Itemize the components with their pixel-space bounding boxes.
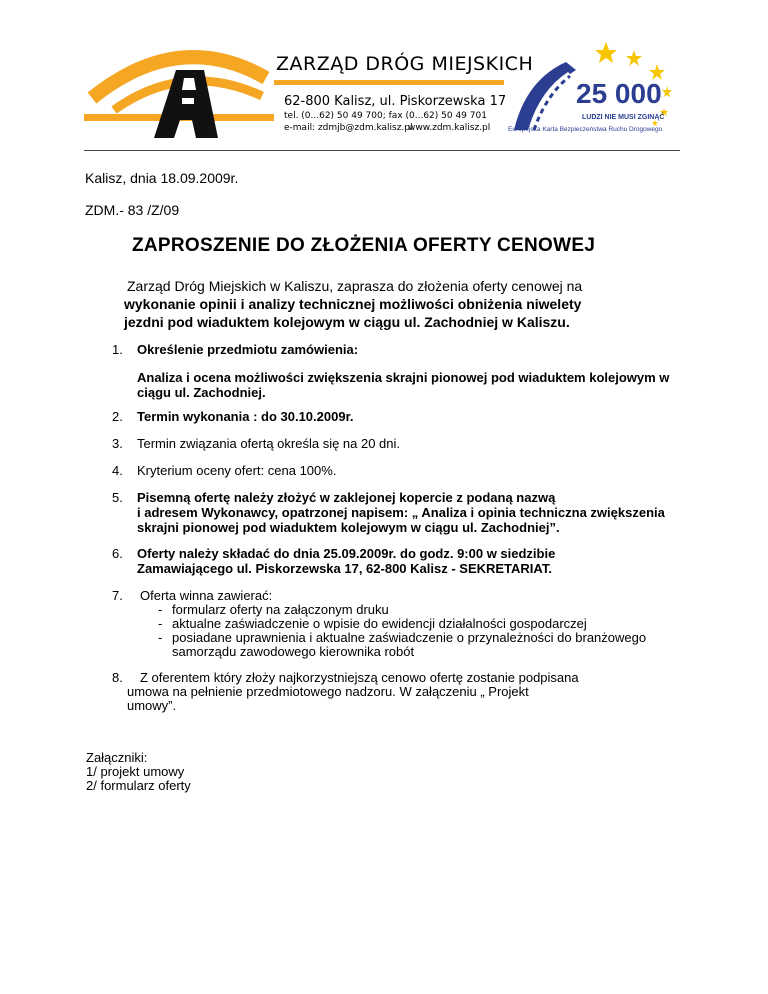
item-7-bullet-3b: samorządu zawodowego kierownika robót xyxy=(172,644,415,659)
item-4-text: Kryterium oceny ofert: cena 100%. xyxy=(137,463,337,478)
intro-line-1: Zarząd Dróg Miejskich w Kaliszu, zaprasza do złożenia oferty cenowej na xyxy=(127,278,583,294)
item-6-line-1: Oferty należy składać do dnia 25.09.2009r. do godz. 9:00 w siedzibie xyxy=(137,546,556,561)
item-7-bullet-1: formularz oferty na załączonym druku xyxy=(172,602,389,617)
item-1-number: 1. xyxy=(112,342,123,357)
org-phones: tel. (0...62) 50 49 700; fax (0...62) 50 49 701 xyxy=(284,111,487,121)
item-2-text: Termin wykonania : do 30.10.2009r. xyxy=(137,409,354,424)
item-3-number: 3. xyxy=(112,436,123,451)
item-1-body-1: Analiza i ocena możliwości zwiększenia skrajni pionowej pod wiaduktem kolejowym w xyxy=(137,370,670,385)
org-website: www.zdm.kalisz.pl xyxy=(408,123,491,133)
org-address: 62-800 Kalisz, ul. Piskorzewska 17 xyxy=(284,94,507,109)
badge-caption: Europejska Karta Bezpieczeństwa Ruchu Drogowego xyxy=(508,126,663,133)
header-divider xyxy=(84,150,680,151)
item-1-heading: Określenie przedmiotu zamówienia: xyxy=(137,342,359,357)
header-orange-rule xyxy=(274,80,504,85)
item-4-number: 4. xyxy=(112,463,123,478)
item-2-number: 2. xyxy=(112,409,123,424)
org-email: e-mail: zdmjb@zdm.kalisz.pl xyxy=(284,123,413,133)
intro-line-3: jezdni pod wiaduktem kolejowym w ciągu ul. Zachodniej w Kaliszu. xyxy=(124,314,570,330)
attachment-2: 2/ formularz oferty xyxy=(86,778,191,793)
item-5-number: 5. xyxy=(112,490,123,505)
item-7-bullet-3a: posiadane uprawnienia i aktualne zaświadczenie o przynależności do branżowego xyxy=(172,630,647,645)
zdm-logo xyxy=(84,38,274,146)
document-title: ZAPROSZENIE DO ZŁOŻENIA OFERTY CENOWEJ xyxy=(132,235,596,256)
item-8-line-1: Z oferentem który złoży najkorzystniejszą cenowo ofertę zostanie podpisana xyxy=(140,670,579,685)
item-5-line-2: i adresem Wykonawcy, opatrzonej napisem: „ Analiza i opinia techniczna zwiększenia xyxy=(137,505,665,520)
item-3-text: Termin związania ofertą określa się na 20 dni. xyxy=(137,436,401,451)
item-6-number: 6. xyxy=(112,546,123,561)
item-1-body-2: ciągu ul. Zachodniej. xyxy=(137,385,266,400)
item-7-dash-1: - xyxy=(158,602,163,617)
badge-slogan: LUDZI NIE MUSI ZGINĄĆ xyxy=(582,114,665,121)
intro-line-2: wykonanie opinii i analizy technicznej możliwości obniżenia niwelety xyxy=(124,296,582,312)
org-name: ZARZĄD DRÓG MIEJSKICH xyxy=(276,53,534,75)
item-8-line-3: umowy”. xyxy=(127,698,177,713)
item-7-heading: Oferta winna zawierać: xyxy=(140,588,273,603)
item-8-line-2: umowa na pełnienie przedmiotowego nadzoru. W załączeniu „ Projekt xyxy=(127,684,529,699)
attachments-label: Załączniki: xyxy=(86,750,148,765)
star-icon xyxy=(662,86,672,97)
date-line: Kalisz, dnia 18.09.2009r. xyxy=(85,170,239,186)
item-7-bullet-2: aktualne zaświadczenie o wpisie do ewidencji działalności gospodarczej xyxy=(172,616,587,631)
item-7-dash-3: - xyxy=(158,630,163,645)
item-5-line-1: Pisemną ofertę należy złożyć w zaklejonej kopercie z podaną nazwą xyxy=(137,490,556,505)
star-icon xyxy=(626,50,642,66)
item-5-line-3: skrajni pionowej pod wiaduktem kolejowym w ciągu ul. Zachodniej”. xyxy=(137,520,560,535)
item-7-number: 7. xyxy=(112,588,123,603)
badge-number: 25 000 xyxy=(576,78,662,109)
item-7-dash-2: - xyxy=(158,616,163,631)
item-8-number: 8. xyxy=(112,670,123,685)
attachment-1: 1/ projekt umowy xyxy=(86,764,185,779)
star-icon xyxy=(595,42,617,63)
item-6-line-2: Zamawiającego ul. Piskorzewska 17, 62-800 Kalisz - SEKRETARIAT. xyxy=(137,561,552,576)
reference-number: ZDM.- 83 /Z/09 xyxy=(85,202,180,218)
